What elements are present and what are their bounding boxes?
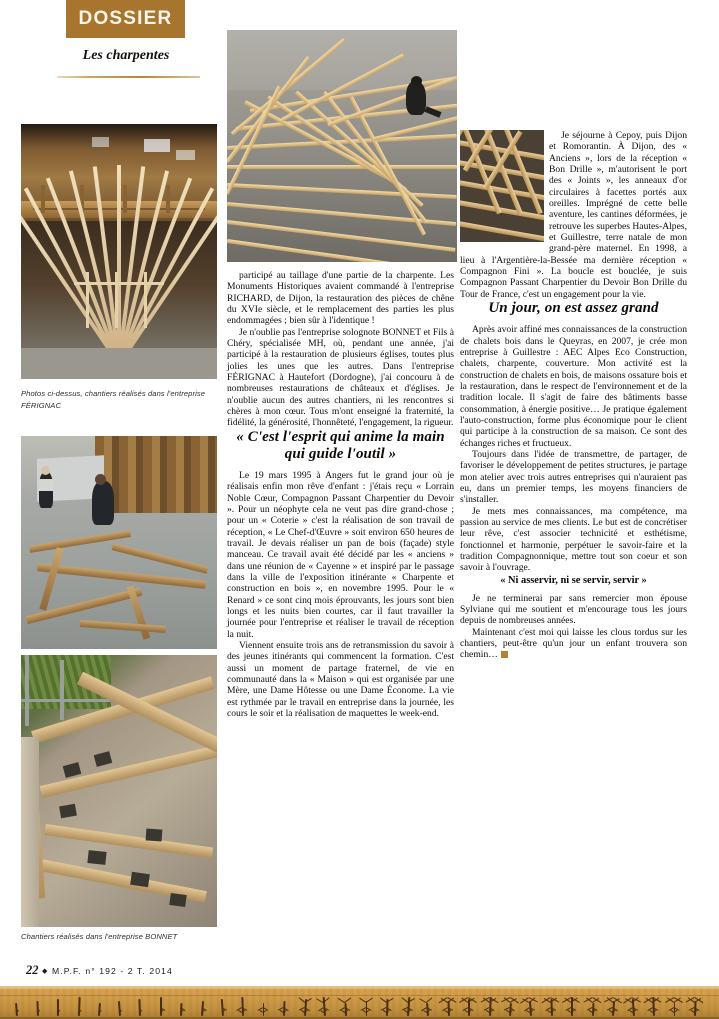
ruler-tally-mark (154, 996, 168, 1016)
page-footer (26, 963, 173, 978)
ruler-tally-mark (586, 996, 601, 1016)
paragraph-last (460, 627, 687, 661)
ruler-tally-mark (338, 996, 353, 1016)
ruler-tally-mark (92, 996, 107, 1017)
photo-workers-assembling-frame (21, 436, 217, 649)
end-of-article-marker (501, 651, 508, 658)
page-number: 22 (26, 963, 39, 977)
ruler-tally-mark (544, 996, 559, 1016)
sub-heading-ni-asservir: « Ni asservir, ni se servir, servir » (500, 574, 647, 586)
dossier-banner (66, 0, 185, 38)
ruler-tally-mark (317, 996, 332, 1017)
ruler-tally-mark (133, 996, 148, 1016)
ruler-tally-mark (503, 996, 518, 1017)
page-header (0, 0, 225, 118)
ruler-tally-mark (30, 996, 45, 1016)
ruler-tally-mark (401, 996, 416, 1017)
photo-conical-timber-frame (21, 124, 217, 379)
ruler-tally-mark (688, 996, 703, 1016)
paragraph: Le 19 mars 1995 à Angers fut le grand jour où je réalisais enfin mon rêve d'enfant : j'étais reçu « Lorrain Noble Cœur, Compagnon Passant Charpentier du Devoir ». Pour un néophyte cela ne veut pas dire grand-chose ; pour un « Coterie » c'est la réalisation de son travail de réception, « Le Chef-d'Œuvre » soit environ 650 heures de travail. Je devais réaliser un pan de bois (façade) style manceau. Ce travail avait été décidé par les « anciens » dans une réunion de « Cayenne » et inspiré par le passage dans la ville de l'exposition itinérante « Charpente et construction en bois », en novembre 1995. Pour le « Renard » ce sont cinq mois éprouvants, les jours sont bien longs et les nuits bien courtes, car il faut travailler la journée pour l'entreprise et réaliser le travail de réception la nuit. (227, 469, 454, 640)
ruler-tally-mark (523, 996, 538, 1017)
paragraph-text: Maintenant c'est moi qui laisse les clous tordus sur les chantiers, peut-être qu'un jour un enfant trouvera son chemin… (460, 626, 687, 661)
ruler-tally-mark (257, 996, 271, 1016)
caption-bonnet: Chantiers réalisés dans l'entreprise BONNET (21, 932, 178, 941)
ruler-tally-mark (9, 996, 24, 1017)
ruler-tally-mark (420, 996, 435, 1017)
ruler-tally-mark (51, 996, 65, 1016)
ruler-tally-mark (72, 996, 87, 1016)
paragraph: Je n'oublie pas l'entreprise solognote BONNET et Fils à Chéry, spécialisée MH, où, pendant une année, j'ai participé à la restauration de plusieurs églises, toutes plus jolies les unes que les autres. Dans l'entreprise FÉRIGNAC à Hautefort (Dordogne), j'ai concouru à de nombreuses restaurations de châteaux et d'églises. Je n'oublie aucun des autres chantiers, ni les rencontres si chères à mon cœur. Tous m'ont enseigné la fraternité, la fidélité, la générosité, l'honnêteté, l'engagement, la rigueur. (227, 326, 454, 429)
ruler-tally-mark (174, 996, 189, 1016)
photo-roof-framing-detail (21, 655, 217, 927)
rubric-subtitle: Les charpentes (82, 48, 170, 63)
ruler-tally-mark (565, 996, 579, 1016)
caption-ferignac: Photos ci-dessus, chantiers réalisés dans l'entreprise FÉRIGNAC (21, 389, 206, 410)
float-image-spacer (460, 132, 542, 242)
ruler-tally-mark (235, 996, 250, 1016)
ruler-top-edge (0, 986, 719, 988)
ruler-tally-mark (606, 996, 621, 1017)
ruler-tally-mark (195, 996, 210, 1017)
ruler-tally-mark (483, 996, 498, 1016)
paragraph: Après avoir affiné mes connaissances de la construction de chalets bois dans le Queyras, en 2007, je crée mon entreprise à Guillestre : AEC Alpes Eco Construction, chalets, charpente, couverture. Mon activité est la construction de chalets en bois, de maisons ossature bois et la restauration, dans le respect de l'environnement et de la tradition locale. Il s'agit de faire des bâtiments basse consommation, à énergie positive… Je pratique également l'auto-construction, forme plus économique pour le client qui participe à la construction de sa maison. Ce sont des échanges riches et fructueux. (460, 324, 688, 449)
ruler-tally-mark (277, 996, 292, 1016)
paragraph: Toujours dans l'idée de transmettre, de partager, de favoriser le développement de petites structures, je partage mon atelier avec trois autres entreprises qui n'auraient pas eu, dans un premier temps, les moyens financiers de s'installer. (460, 448, 687, 506)
decorative-wooden-ruler (0, 986, 719, 1019)
paragraph: Je séjourne à Cepoy, puis Dijon et Romorantin. À Dijon, des « Anciens », lors de la réception « Bon Drille », m'autorisent le port des « Joints », les anneaux d'or circulaires à facettes portés aux oreilles. Imprégné de cette belle aventure, les cantines déformées, je retrouve les superbes Hautes-Alpes, et Guillestre, terre natale de mon grand-père maternel. En 1998, a lieu à l'Argentière-la-Bessée ma dernière réception « Compagnon Fini ». La boucle est bouclée, je suis Compagnon Passant Charpentier du Devoir Bon Drille du Tour de France, c'est un engagement pour la vie. (460, 130, 687, 300)
ruler-tally-mark (647, 996, 662, 1016)
ruler-tally-mark (462, 996, 476, 1016)
ruler-tally-mark (360, 996, 374, 1016)
paragraph: Je ne terminerai par sans remercier mon épouse Sylviane qui me soutient et m'encourage tous les jours depuis de nombreuses années. (460, 592, 687, 627)
ruler-tally-mark (298, 996, 313, 1017)
section-heading-esprit: « C'est l'esprit qui anime la main qui guide l'outil » (236, 428, 445, 462)
ruler-tally-mark (214, 996, 229, 1017)
ruler-tally-mark (380, 996, 395, 1016)
column-middle (227, 270, 454, 719)
ruler-tally-mark (668, 996, 682, 1016)
paragraph: Je mets mes connaissances, ma compétence, ma passion au service de mes clients. Le but est de concrétiser leur rêve, c'est associer technicité et esthétisme, fonctionnel et harmonie, perpétuer le savoir-faire et la tradition Compagnonnique, mettre tout son coeur et son savoir à l'ouvrage. (460, 505, 687, 574)
ruler-tally-mark (111, 996, 126, 1017)
ruler-tally-mark (625, 996, 640, 1017)
paragraph: participé au taillage d'une partie de la charpente. Les Monuments Historiques avaient commandé à l'entreprise RICHARD, de Dijon, la restauration des pièces de chêne du XVIe siècle, et le remplacement des parties les plus endommagées ; bien sûr à l'identique ! (227, 270, 454, 327)
paragraph: Viennent ensuite trois ans de retransmission du savoir à des jeunes itinérants qui commencent la formation. C'est aussi un moment de partage fraternel, de vie en communauté dans la « Maison » qui est organisée par une Mère, une Dame Hôtesse ou une Dame Économe. La vie est rythmée par le travail en entreprise dans la journée, les cours le soir et la réalisation de maquettes le week-end. (227, 639, 454, 720)
diamond-icon: ◆ (42, 968, 49, 975)
issue-reference: M.P.F. n° 192 - 2 T. 2014 (51, 966, 173, 976)
column-right (460, 130, 687, 661)
dossier-label: DOSSIER (78, 8, 173, 29)
section-heading-un-jour: Un jour, on est assez grand (488, 300, 659, 317)
ruler-tally-mark (441, 996, 456, 1016)
rubric-divider (57, 76, 200, 78)
photo-dome-timber-roof (227, 30, 457, 262)
